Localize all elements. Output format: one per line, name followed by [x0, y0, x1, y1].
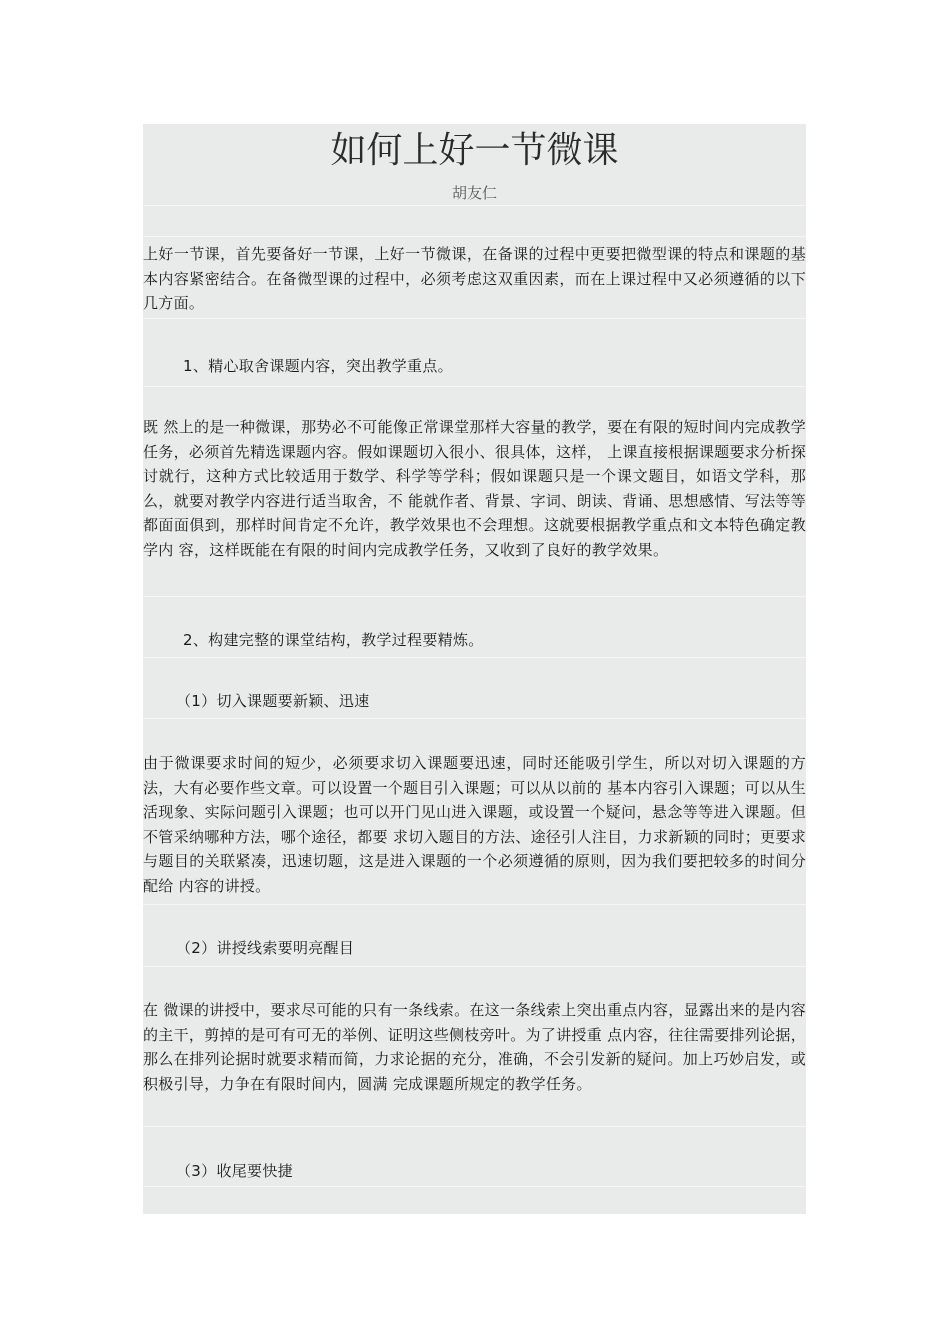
- section-1-body: 既 然上的是一种微课，那势必不可能像正常课堂那样大容量的教学，要在有限的短时间内完成教学任务，必须首先精选课题内容。假如课题切入很小、很具体，这样， 上课直接根据课题要求分析探讨就行，这种方式比较适用于数学、科学等学科；假如课题只是一个课文题目，如语文学科，那么，就要对教学内容进行适当取舍，不 能就作者、背景、字词、朗读、背诵、思想感情、写法等等都面面俱到，那样时间肯定不允许，教学效果也不会理想。这就要根据教学重点和文本特色确定教学内 容，这样既能在有限的时间内完成教学任务，又收到了良好的教学效果。: [143, 418, 806, 559]
- section-2-heading: 2、构建完整的课堂结构，教学过程要精炼。: [183, 631, 484, 649]
- subsection-1-body: 由于微课要求时间的短少，必须要求切入课题要迅速，同时还能吸引学生，所以对切入课题的方法，大有必要作些文章。可以设置一个题目引入课题；可以从以前的 基本内容引入课题；可以从生活现象、实际问题引入课题；也可以开门见山进入课题，或设置一个疑问，悬念等等进入课题。但不管采纳哪种方法，哪个途径，都要 求切入题目的方法、途径引人注目，力求新颖的同时；更要求与题目的关联紧凑，迅速切题，这是进入课题的一个必须遵循的原则，因为我们要把较多的时间分配给 内容的讲授。: [143, 754, 806, 895]
- divider: [143, 386, 806, 387]
- divider: [143, 966, 806, 967]
- section-1-heading: 1、精心取舍课题内容，突出教学重点。: [183, 357, 453, 375]
- subsection-3-heading: （3）收尾要快捷: [176, 1162, 293, 1180]
- divider: [143, 318, 806, 319]
- subsection-1-heading: （1）切入课题要新颖、迅速: [176, 692, 370, 710]
- divider: [143, 657, 806, 658]
- subsection-2-body: 在 微课的讲授中，要求尽可能的只有一条线索。在这一条线索上突出重点内容，显露出来的是内容的主干，剪掉的是可有可无的举例、证明这些侧枝旁叶。为了讲授重 点内容，往往需要排列论据，那么在排列论据时就要求精而简，力求论据的充分，准确，不会引发新的疑问。加上巧妙启发，或积极引导，力争在有限时间内，圆满 完成课题所规定的教学任务。: [143, 1001, 806, 1093]
- divider: [143, 205, 806, 206]
- divider: [143, 718, 806, 719]
- divider: [143, 904, 806, 905]
- document-block: [143, 124, 806, 1214]
- subsection-2-heading: （2）讲授线索要明亮醒目: [176, 939, 355, 957]
- divider: [143, 236, 806, 237]
- author-name: 胡友仁: [451, 184, 497, 202]
- divider: [143, 596, 806, 597]
- divider: [143, 1126, 806, 1127]
- intro-paragraph: 上好一节课，首先要备好一节课，上好一节微课，在备课的过程中更要把微型课的特点和课题的基本内容紧密结合。在备微型课的过程中，必须考虑这双重因素，而在上课过程中又必须遵循的以下几方面。: [143, 245, 806, 312]
- divider: [143, 1186, 806, 1187]
- document-title: 如何上好一节微课: [330, 130, 619, 171]
